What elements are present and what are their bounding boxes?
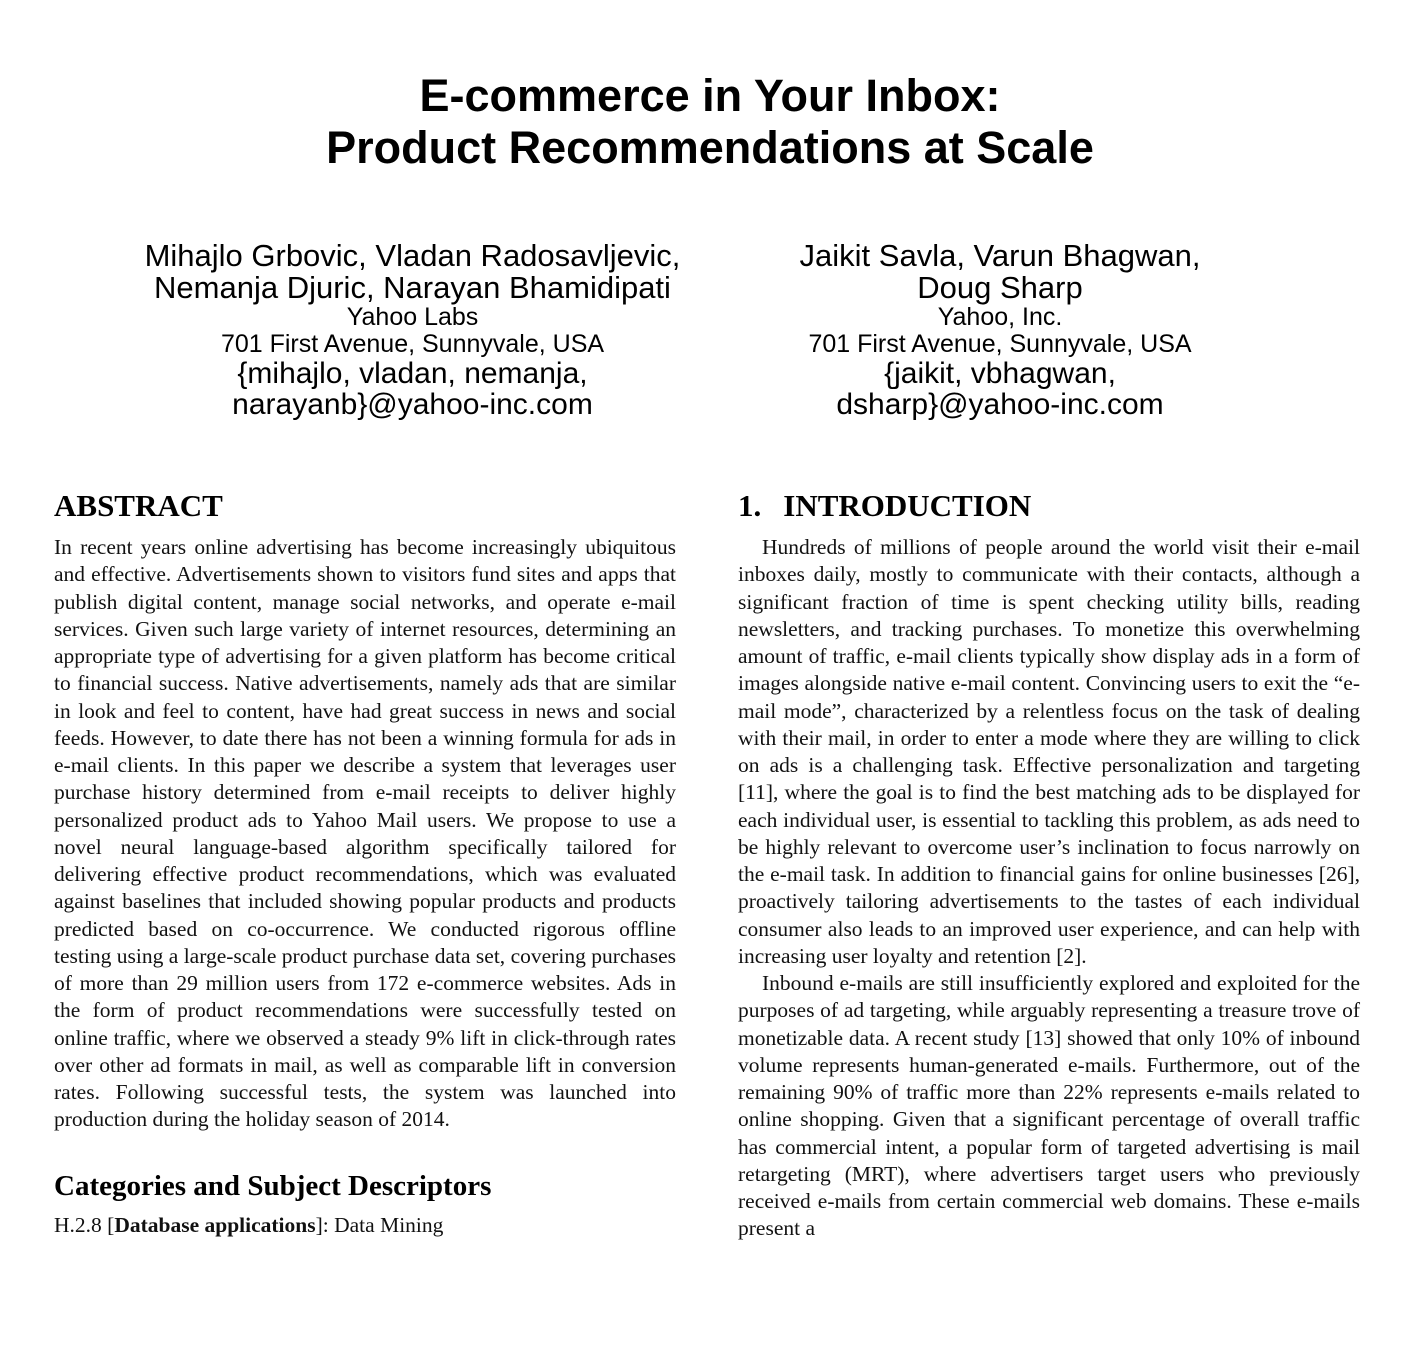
author-names-line-2: Nemanja Djuric, Narayan Bhamidipati xyxy=(154,270,671,305)
author-email-line-2: narayanb}@yahoo-inc.com xyxy=(232,388,593,421)
title-line-1: E-commerce in Your Inbox: xyxy=(419,70,1001,121)
author-address: 701 First Avenue, Sunnyvale, USA xyxy=(808,330,1192,358)
author-email-line-1: {jaikit, vbhagwan, xyxy=(884,357,1116,390)
paper-title xyxy=(0,70,1420,174)
author-names-line-2: Doug Sharp xyxy=(917,270,1083,305)
section-number: 1. xyxy=(738,488,762,523)
right-column xyxy=(738,488,1360,1243)
categories-entry xyxy=(54,1212,676,1239)
title-line-2: Product Recommendations at Scale xyxy=(326,122,1094,173)
author-names-line-1: Jaikit Savla, Varun Bhagwan, xyxy=(799,238,1201,273)
categories-heading: Categories and Subject Descriptors xyxy=(54,1169,492,1202)
author-affiliation: Yahoo, Inc. xyxy=(937,303,1063,331)
author-affiliation: Yahoo Labs xyxy=(346,303,479,331)
abstract-heading: ABSTRACT xyxy=(54,488,223,523)
introduction-heading xyxy=(738,488,1360,524)
category-code: H.2.8 [ xyxy=(54,1212,115,1237)
author-address: 701 First Avenue, Sunnyvale, USA xyxy=(220,330,605,358)
abstract-text: In recent years online advertising has become increasingly ubiquitous and effective. Advertisements shown to visitors fund sites and apps that publish digital content, manage social networks, and operate e-mail services. Given such large variety of internet resources, determining an appropriate type of advertising for a given platform has become critical to financial success. Native advertisements, namely ads that are similar in look and feel to content, have had great success in news and social feeds. However, to date there has not been a winning formula for ads in e-mail clients. In this paper we describe a system that leverages user purchase history determined from e-mail receipts to deliver highly personalized product ads to Yahoo Mail users. We propose to use a novel neural language-based algorithm specifically tailored for delivering effective product recommendations, which was evaluated against baselines that included showing popular products and products predicted based on co-occurrence. We conducted rigorous offline testing using a large-scale product purchase data set, covering purchases of more than 29 million users from 172 e-commerce websites. Ads in the form of product recommendations were successfully tested on online traffic, where we observed a steady 9% lift in click-through rates over other ad formats in mail, as well as comparable lift in conversion rates. Following successful tests, the system was launched into production during the holiday season of 2014. xyxy=(54,535,676,1132)
category-rest: ]: Data Mining xyxy=(315,1212,444,1237)
introduction-paragraph-1: Hundreds of millions of people around the world visit their e-mail inboxes daily, mostly to communicate with their contacts, although a significant fraction of time is spent checking utility bills, reading newsletters, and tracking purchases. To monetize this overwhelming amount of traffic, e-mail clients typically show display ads in a form of images alongside native e-mail content. Convincing users to exit the “e-mail mode”, characterized by a relentless focus on the task of dealing with their mail, in order to enter a mode where they are willing to click on ads is a challenging task. Effective personalization and targeting [11], where the goal is to find the best matching ads to be displayed for each individual user, is essential to tackling this problem, as ads need to be highly relevant to overcome user’s inclination to focus narrowly on the e-mail task. In addition to financial gains for online businesses [26], proactively tailoring advertisements to the tastes of each individual consumer also leads to an improved user experience, and can help with increasing user loyalty and retention [2]. xyxy=(738,535,1360,968)
author-names-line-1: Mihajlo Grbovic, Vladan Radosavljevic, xyxy=(144,238,681,273)
author-email-line-1: {mihajlo, vladan, nemanja, xyxy=(237,357,588,390)
section-title: INTRODUCTION xyxy=(783,488,1032,523)
author-block-right xyxy=(730,240,1270,420)
left-column xyxy=(54,488,676,1239)
author-email-line-2: dsharp}@yahoo-inc.com xyxy=(836,388,1164,421)
author-block-left xyxy=(100,240,725,420)
category-name: Database applications xyxy=(114,1212,316,1237)
introduction-paragraph-2: Inbound e-mails are still insufficiently explored and exploited for the purposes of ad targeting, while arguably representing a treasure trove of monetizable data. A recent study [13] showed that only 10% of inbound volume represents human-generated e-mails. Furthermore, out of the remaining 90% of traffic more than 22% represents e-mails related to online shopping. Given that a significant percentage of overall traffic has commercial intent, a popular form of targeted advertising is mail retargeting (MRT), where advertisers target users who previously received e-mails from certain commercial web domains. These e-mails present a xyxy=(738,971,1360,1241)
